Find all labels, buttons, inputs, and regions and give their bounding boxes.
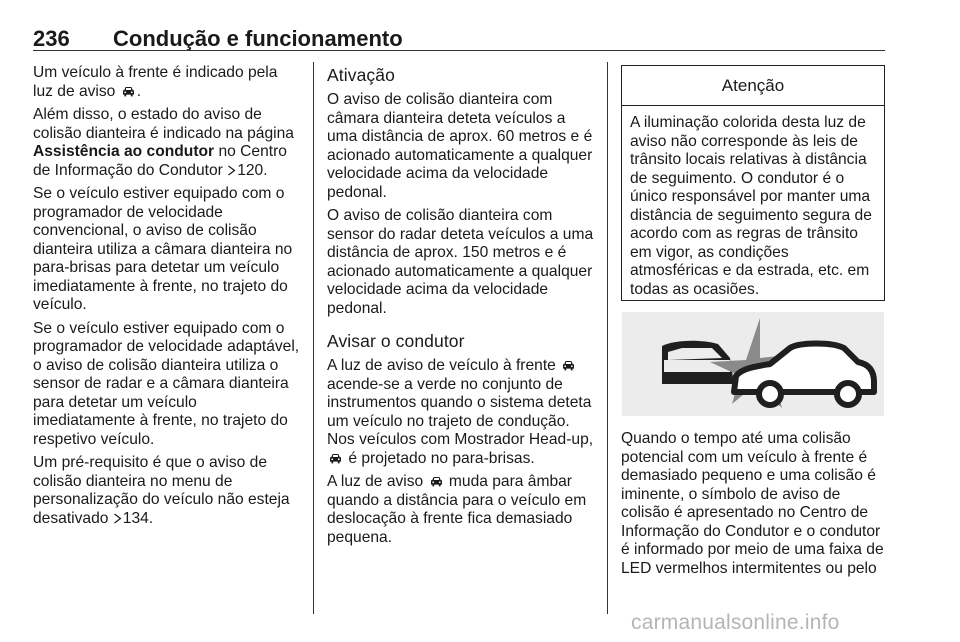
watermark: carmanualsonline.info <box>631 611 840 634</box>
column-divider-2 <box>607 62 608 614</box>
paragraph: Um veículo à frente é indicado pela luz de aviso . <box>33 64 278 100</box>
page-title: Condução e funcionamento <box>113 26 403 51</box>
paragraph: O aviso de colisão dianteira com sensor do radar deteta veículos a uma distância de aprox. 150 metros e é acionado automaticamente a qualquer velocidade acima da velocidade pedonal. <box>327 207 594 317</box>
column-2 <box>327 64 595 552</box>
paragraph: Quando o tempo até uma colisão potencial com um veículo à frente é demasiado pequeno e uma colisão é iminente, o símbolo de aviso de colisão é apresentado no Centro de Informação do Condutor e o condutor é informado por meio de uma faixa de LED vermelhos intermitentes ou pelo <box>621 430 884 577</box>
vehicle-ahead-icon <box>562 360 575 371</box>
warning-text: A iluminação colorida desta luz de aviso não corresponde às leis de trânsito locais relativas à distância de seguimento. O condutor é o único responsável por manter uma distância de seguimento segura de acordo com as regras de trânsito em vigor, as condições atmosféricas e da estrada, etc. em todas as ocasiões. <box>630 114 872 298</box>
paragraph: O aviso de colisão dianteira com câmara dianteira deteta veículos a uma distância de aprox. 60 metros e é acionado automaticamente a qualquer velocidade acima da velocidade pedonal. <box>327 91 593 201</box>
page-reference[interactable]: 120. <box>237 161 268 179</box>
vehicle-ahead-icon <box>329 453 342 464</box>
page-reference[interactable]: 134. <box>122 509 154 527</box>
paragraph: Se o veículo estiver equipado com o programador de velocidade convencional, o aviso de colisão dianteira utiliza a câmara dianteira no para-brisas para detetar um veículo imediatamente à frente, no trajeto do veículo. <box>33 185 293 313</box>
warning-box <box>621 65 885 301</box>
column-1 <box>33 64 301 533</box>
page-reference-arrow-icon <box>227 165 236 176</box>
vehicle-ahead-icon <box>430 476 443 487</box>
section-heading: Avisar o condutor <box>327 331 465 351</box>
column-divider-1 <box>313 62 314 614</box>
paragraph: Além disso, o estado do aviso de colisão dianteira é indicado na página Assistência ao condutor no Centro de Informação do Condutor 120. <box>33 106 294 179</box>
section-heading: Ativação <box>327 65 395 85</box>
header-rule <box>33 50 885 51</box>
vehicle-ahead-icon <box>122 86 135 97</box>
page-header <box>33 26 885 52</box>
collision-warning-illustration <box>622 312 884 416</box>
paragraph: A luz de aviso de veículo à frente acende-se a verde no conjunto de instrumentos quando o sistema deteta um veículo no trajeto de condução. Nos veículos com Mostrador Head-up, é projetado no para-brisas. <box>327 357 594 467</box>
paragraph: A luz de aviso muda para âmbar quando a distância para o veículo em deslocação à frente fica demasiado pequena. <box>327 473 587 546</box>
page-reference-arrow-icon <box>113 513 122 524</box>
paragraph: Um pré-requisito é que o aviso de colisão dianteira no menu de personalização do veículo não esteja desativado 134. <box>33 454 290 527</box>
paragraph: Se o veículo estiver equipado com o programador de velocidade adaptável, o aviso de colisão dianteira utiliza o sensor de radar e a câmara dianteira para detetar um veículo imediatamente à frente, no trajeto do respetivo veículo. <box>33 319 300 448</box>
page-number: 236 <box>33 26 70 51</box>
menu-page-name: Assistência ao condutor <box>33 143 215 160</box>
warning-title: Atenção <box>622 66 884 106</box>
